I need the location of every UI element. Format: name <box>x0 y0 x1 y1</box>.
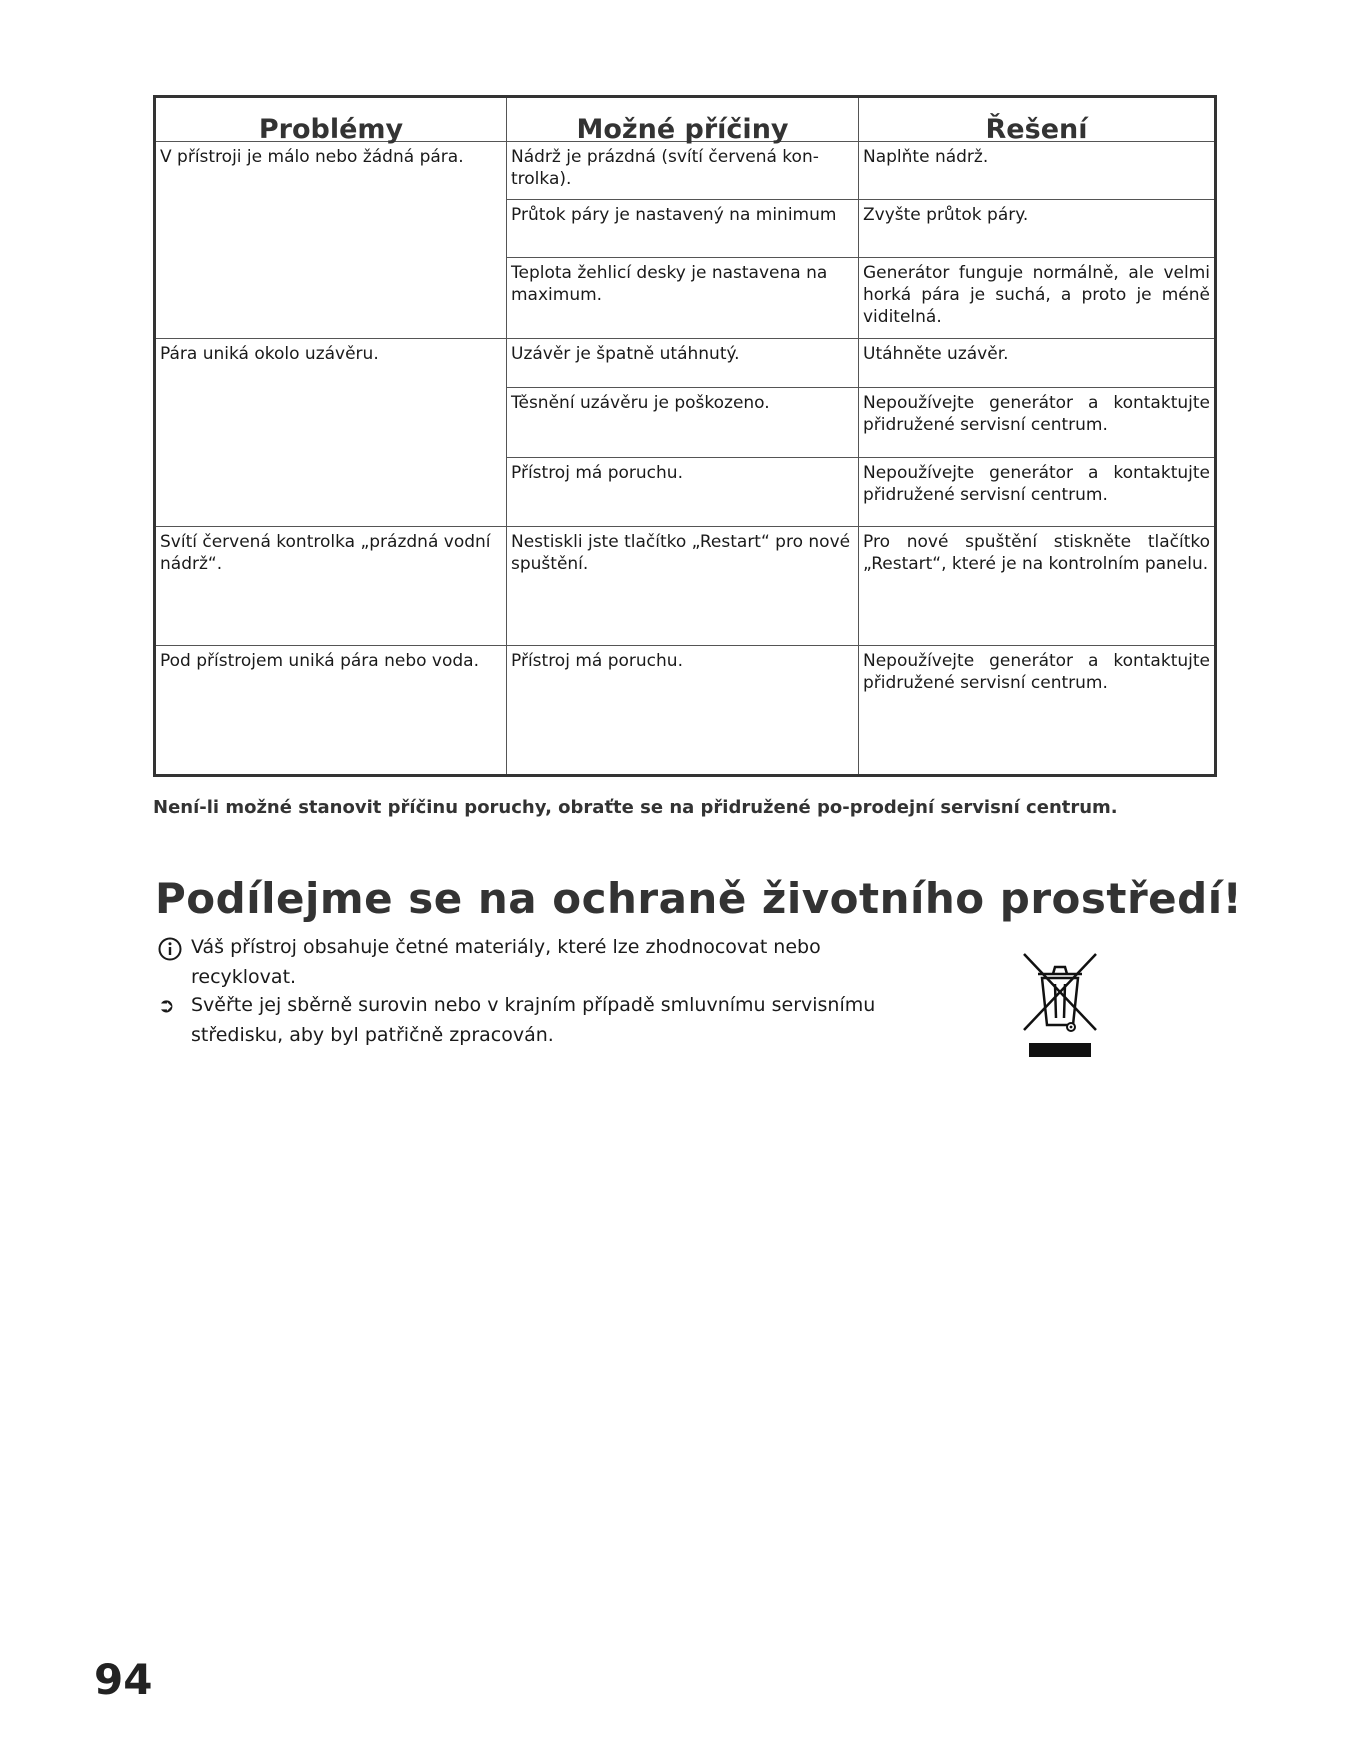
problem-cell: Svítí červená kontrolka „prázdná vodní nádrž“. <box>155 527 507 646</box>
solution-cell: Nepoužívejte generátor a kontaktujte přidružené servisní centrum. <box>859 388 1216 458</box>
table-row <box>155 646 1216 776</box>
troubleshooting-table <box>153 95 1217 777</box>
cause-cell: Uzávěr je špatně utáhnutý. <box>507 339 859 388</box>
solution-cell: Pro nové spuštění stiskněte tlačítko „Restart“, které je na kontrolním panelu. <box>859 527 1216 646</box>
problem-cell: Pára uniká okolo uzávěru. <box>155 339 507 527</box>
cause-cell: Přístroj má poruchu. <box>507 458 859 527</box>
solution-cell: Zvyšte průtok páry. <box>859 200 1216 258</box>
solution-cell: Generátor funguje normálně, ale velmi horká pára je suchá, a proto je méně viditelná. <box>859 258 1216 339</box>
environment-recycle-text: Svěřte jej sběrně surovin nebo v krajním případě smluvnímu servisnímu středisku, aby byl patřičně zpracován. <box>191 994 876 1046</box>
solution-cell: Nepoužívejte generátor a kontaktujte přidružené servisní centrum. <box>859 458 1216 527</box>
cause-cell: Nestiskli jste tlačítko „Restart“ pro nové spuštění. <box>507 527 859 646</box>
info-icon <box>158 932 182 961</box>
environment-recycle-line <box>158 990 878 1050</box>
environment-info-text: Váš přístroj obsahuje četné materiály, které lze zhodnocovat nebo recyklovat. <box>191 936 821 988</box>
page-number: 94 <box>94 1655 153 1704</box>
solution-cell: Nepoužívejte generátor a kontaktujte přidružené servisní centrum. <box>859 646 1216 776</box>
header-problems: Problémy <box>155 97 507 142</box>
header-causes: Možné příčiny <box>507 97 859 142</box>
solution-cell: Naplňte nádrž. <box>859 142 1216 200</box>
cause-cell: Těsnění uzávěru je poškozeno. <box>507 388 859 458</box>
cause-cell: Nádrž je prázdná (svítí červená kon-trolka). <box>507 142 859 200</box>
problem-cell: Pod přístrojem uniká pára nebo voda. <box>155 646 507 776</box>
cause-cell: Průtok páry je nastavený na minimum <box>507 200 859 258</box>
header-solutions: Řešení <box>859 97 1216 142</box>
solution-cell: Utáhněte uzávěr. <box>859 339 1216 388</box>
cause-cell: Přístroj má poruchu. <box>507 646 859 776</box>
table-row <box>155 339 1216 388</box>
cause-cell: Teplota žehlicí desky je nastavena na maximum. <box>507 258 859 339</box>
service-footnote: Není-li možné stanovit příčinu poruchy, obraťte se na přidružené po-prodejní servisní centrum. <box>153 797 1118 818</box>
environment-title: Podílejme se na ochraně životního prostředí! <box>155 874 1243 923</box>
table-header-row <box>155 97 1216 142</box>
table-row <box>155 527 1216 646</box>
problem-cell: V přístroji je málo nebo žádná pára. <box>155 142 507 339</box>
arrow-icon: ➲ <box>158 993 175 1017</box>
table-row <box>155 142 1216 200</box>
crossed-bin-icon <box>1020 950 1100 1064</box>
environment-info-line <box>158 932 878 992</box>
